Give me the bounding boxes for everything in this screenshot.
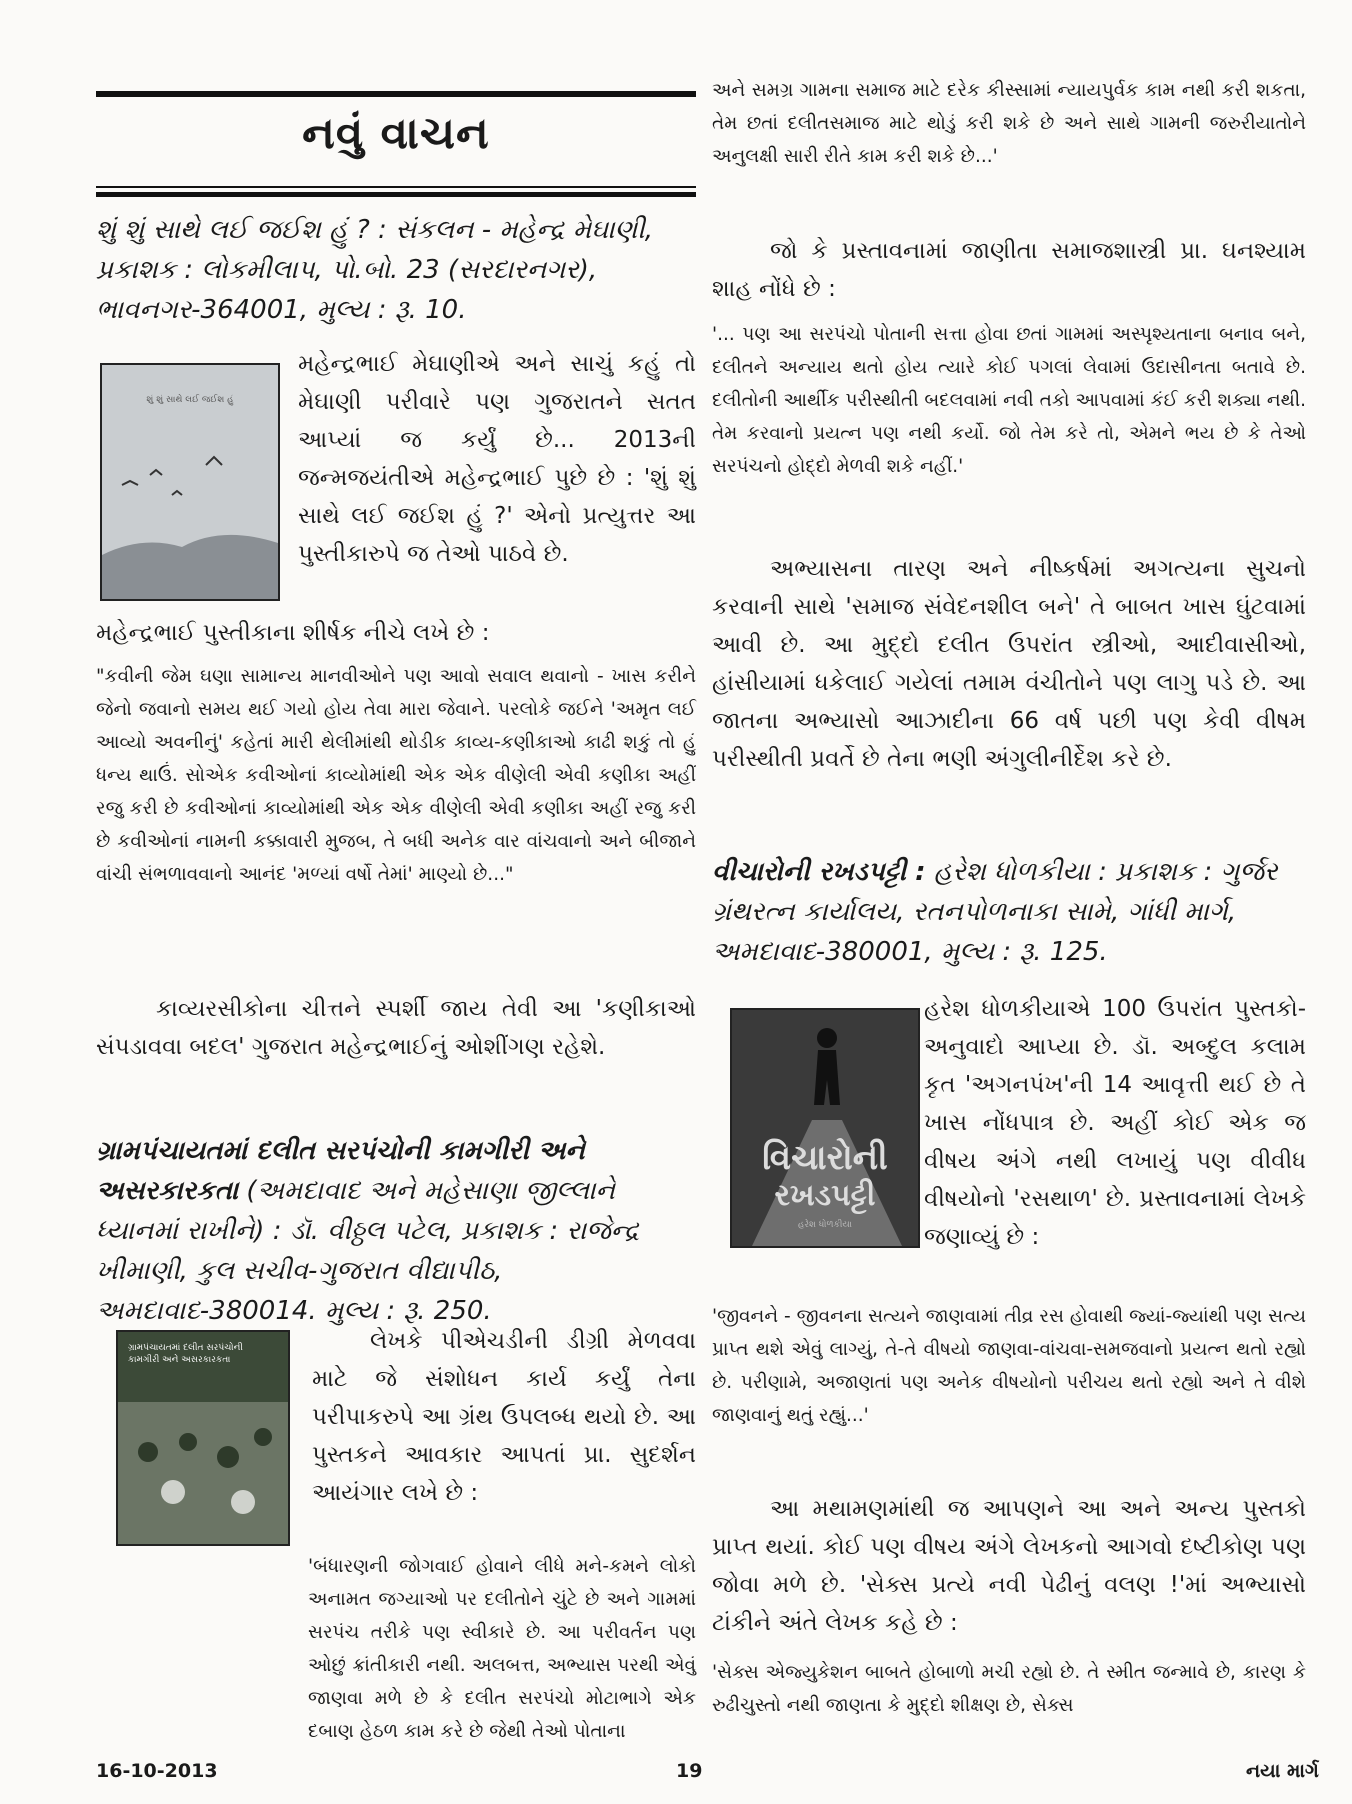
book2-quote-start — [96, 1550, 696, 1748]
book3-cover-title1: વિચારોની — [762, 1138, 888, 1178]
book3-intro: હરેશ ધોળકીયાએ 100 ઉપરાંત પુસ્તકો-અનુવાદો આપ્યા છે. ડૉ. અબ્દુલ કલામ કૃત 'અગનપંખ'ની 14 આવૃત્તી થઈ છે તે ખાસ નોંધપાત્ર છે. અહીં કોઈ એક જ વીષય અંગે નથી લખાયું પણ વીવીધ વીષયોનો 'રસથાળ' છે. પ્રસ્તાવનામાં લેખકે જણાવ્યું છે : — [924, 996, 1306, 1250]
book2-lead2: જો કે પ્રસ્તાવનામાં જાણીતા સમાજશાસ્ત્રી પ્રા. ઘનશ્યામ શાહ નોંધે છે : — [712, 238, 1306, 302]
book1-cover-title: શું શું સાથે લઈ જઈશ હું — [146, 395, 234, 405]
book3-intro-wrap — [712, 990, 1306, 1256]
book2-title: ગ્રામપંચાયતમાં દલીત સરપંચોની કામગીરી અને અસરકારકતા — [96, 1136, 585, 1206]
book3-details: હરેશ ધોળકીયા : પ્રકાશક : ગુર્જર ગ્રંથરત્ન કાર્યાલય, રતનપોળનાકા સામે, ગાંધી માર્ગ, અમદાવાદ-380001, મુલ્ય : રૂ. 125. — [712, 857, 1278, 967]
book3-cover-title2: રખડપટ્ટી — [774, 1178, 876, 1213]
top-rule — [96, 91, 696, 97]
book2-heading — [96, 1131, 696, 1331]
book3-quote-end: 'સેક્સ એજ્યુકેશન બાબતે હોબાળો મચી રહ્યો છે. તે સ્મીત જન્માવે છે, કારણ કે રુઢીચુસ્તો નથી જાણતા કે મુદ્દો શીક્ષણ છે, સેક્સ — [712, 1662, 1306, 1716]
book3-quote: 'જીવનને - જીવનના સત્યને જાણવામાં તીવ્ર રસ હોવાથી જ્યાં-જ્યાંથી પણ સત્ય પ્રાપ્ત થશે એવું લાગ્યું, તે-તે વીષયો જાણવા-વાંચવા-સમજવાનો પ્રયત્ન થતો રહ્યો છે. પરીણામે, અજાણતાં પણ અનેક વીષયોનો પરીચય થતો રહ્યો અને તે વીશે જાણવાનું થતું રહ્યું...' — [712, 1306, 1306, 1426]
issue-date: 16-10-2013 — [96, 1760, 218, 1782]
crowd-photo-icon — [118, 1332, 288, 1544]
page-number: 19 — [676, 1760, 703, 1782]
title-rule-thick — [96, 192, 696, 197]
book3-title: વીચારોની રખડપટ્ટી : — [712, 857, 926, 887]
book1-intro: મહેન્દ્રભાઈ મેઘાણીએ અને સાચું કહું તો મેઘાણી પરીવારે પણ ગુજરાતને સતત આપ્યાં જ કર્યું છે... 2013ની જન્મજયંતીએ મહેન્દ્રભાઈ પુછે છે : 'શું શું સાથે લઈ જઈશ હું ?' એનો પ્રત્યુત્તર આ પુસ્તીકારુપે જ તેઓ પાઠવે છે. — [298, 351, 696, 567]
book3-heading — [712, 852, 1306, 972]
book2-quote-part1: 'બંધારણની જોગવાઈ હોવાને લીધે મને-કમને લોકો અનામત જગ્યાઓ પર દલીતોને ચુંટે છે અને ગામમાં સરપંચ તરીકે પણ સ્વીકારે છે. આ પરીવર્તન પણ ઓછું ક્રાંતીકારી નથી. અલબત્ત, અભ્યાસ પરથી એવું જાણવા મળે છે કે દલીત સરપંચો મોટાભાગે એક દબાણ હેઠળ કામ કરે છે જેથી તેઓ પોતાના — [308, 1556, 696, 1742]
birds-landscape-icon — [102, 365, 278, 599]
magazine-name: નયા માર્ગ — [1246, 1760, 1319, 1782]
book3-cover-author: હરેશ ધોળકીયા — [797, 1220, 853, 1230]
book2-quote2: '... પણ આ સરપંચો પોતાની સત્તા હોવા છતાં ગામમાં અસ્પૃશ્યતાના બનાવ બને, દલીતને અન્યાય થતો હોય ત્યારે કોઈ પગલાં લેવામાં ઉદાસીનતા બતાવે છે. દલીતોની આર્થીક પરીસ્થીતી બદલવામાં નવી તકો આપવામાં કંઈ કરી શક્યા નથી. તેમ કરવાનો પ્રયત્ન પણ નથી કર્યો. જો તેમ કરે તો, એમને ભય છે કે તેઓ સરપંચનો હોદ્દો મેળવી શકે નહીં.' — [712, 324, 1306, 477]
book1-cover-image — [100, 363, 280, 601]
book2-quote-continued: અને સમગ્ર ગામના સમાજ માટે દરેક કીસ્સામાં ન્યાયપુર્વક કામ નથી કરી શકતા, તેમ છતાં દલીતસમાજ માટે થોડું કરી શકે છે અને સાથે ગામની જરુરીયાતોને અનુલક્ષી સારી રીતે કામ કરી શકે છે...' — [712, 80, 1306, 167]
book3-closing: આ મથામણમાંથી જ આપણને આ અને અન્ય પુસ્તકો પ્રાપ્ત થયાં. કોઈ પણ વીષય અંગે લેખકનો આગવો દષ્ટીકોણ પણ જોવા મળે છે. 'સેક્સ પ્રત્યે નવી પેઢીનું વલણ !'માં અભ્યાસો ટાંકીને અંતે લેખક કહે છે : — [712, 1496, 1306, 1636]
title-rule-thin — [96, 186, 696, 188]
book2-closing: અભ્યાસના તારણ અને નીષ્કર્ષમાં અગત્યના સુચનો કરવાની સાથે 'સમાજ સંવેદનશીલ બને' તે બાબત ખાસ ઘુંટવામાં આવી છે. આ મુદ્દો દલીત ઉપરાંત સ્ત્રીઓ, આદીવાસીઓ, હાંસીયામાં ધકેલાઈ ગયેલાં તમામ વંચીતોને પણ લાગુ પડે છે. આ જાતના અભ્યાસો આઝાદીના 66 વર્ષ પછી પણ કેવી વીષમ પરીસ્થીતી પ્રવર્તે છે તેના ભણી અંગુલીનીર્દેશ કરે છે. — [712, 556, 1306, 772]
section-title: નવું વાચન — [302, 108, 490, 159]
book1-closing: કાવ્યરસીકોના ચીત્તને સ્પર્શી જાય તેવી આ 'કણીકાઓ સંપડાવવા બદલ' ગુજરાત મહેન્દ્રભાઈનું ઓશીંગણ રહેશે. — [96, 996, 696, 1060]
book2-cover-title: ગ્રામપંચાયતમાં દલીત સરપંચોની કામગીરી અને અસરકારકતા — [128, 1343, 243, 1365]
book1-heading: શું શું સાથે લઈ જઈશ હું ? : સંકલન - મહેન્દ્ર મેઘાણી, પ્રકાશક : લોકમીલાપ, પો.બો. 23 (સરદારનગર), ભાવનગર-364001, મુલ્ય : રૂ. 10. — [96, 215, 653, 325]
book2-details: (અમદાવાદ અને મહેસાણા જીલ્લાને ધ્યાનમાં રાખીને) : ડૉ. વીઠ્ઠલ પટેલ, પ્રકાશક : રાજેન્દ્ર ખીમાણી, કુલ સચીવ-ગુજરાત વીદ્યાપીઠ, અમદાવાદ-380014. મુલ્ય : રૂ. 250. — [96, 1176, 640, 1326]
book2-intro: લેખકે પીએચડીની ડીગ્રી મેળવવા માટે જે સંશોધન કાર્ય કર્યું તેના પરીપાકરુપે આ ગ્રંથ ઉપલબ્ધ થયો છે. આ પુસ્તકને આવકાર આપતાં પ્રા. સુદર્શન આયંગાર લખે છે : — [312, 1328, 696, 1506]
book2-cover-image — [116, 1330, 290, 1546]
book1-lead: મહેન્દ્રભાઈ પુસ્તીકાના શીર્ષક નીચે લખે છે : — [96, 620, 490, 646]
book1-quote: "કવીની જેમ ઘણા સામાન્ય માનવીઓને પણ આવો સવાલ થવાનો - ખાસ કરીને જેનો જવાનો સમય થઈ ગયો હોય તેવા મારા જેવાને. પરલોકે જઈને 'અમૃત લઈ આવ્યો અવનીનું' કહેતાં મારી થેલીમાંથી થોડીક કાવ્ય-કણીકાઓ કાઢી શકું તો હું ધન્ય થાઉં. સોએક કવીઓનાં કાવ્યોમાંથી એક એક વીણેલી એવી કણીકા અહીં રજુ કરી છે કવીઓનાં કાવ્યોમાંથી એક એક વીણેલી એવી કણીકા અહીં રજુ કરી છે કવીઓનાં નામની કક્કાવારી મુજબ, તે બધી અનેક વાર વાંચવાનો અને બીજાને વાંચી સંભળાવવાનો આનંદ 'મળ્યાં વર્ષો તેમાં' માણ્યો છે..." — [96, 666, 696, 885]
